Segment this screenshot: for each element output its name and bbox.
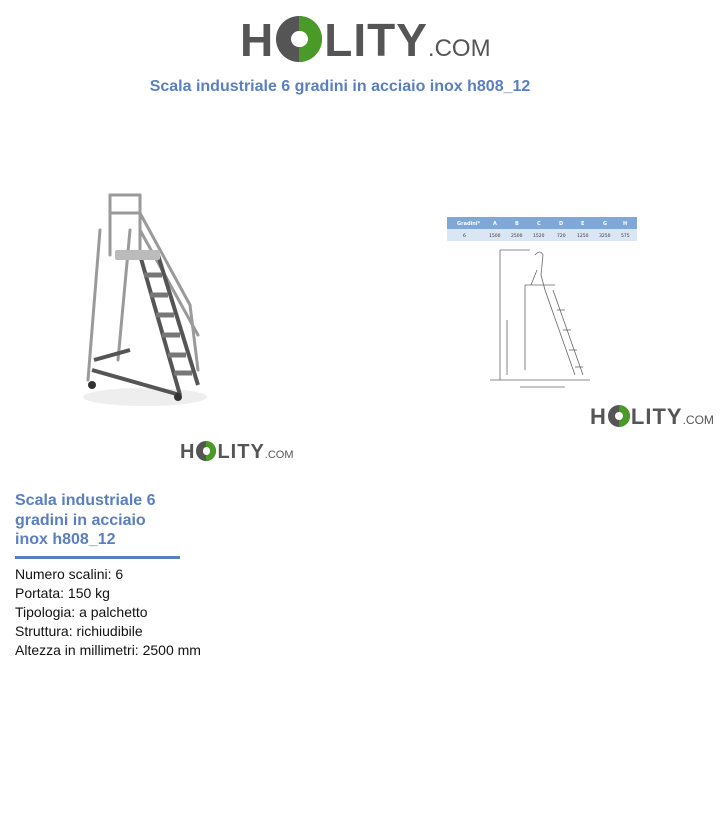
logo-letter-h: H <box>590 404 607 429</box>
logo-o-icon <box>608 405 630 427</box>
logo-letter-h: H <box>180 441 196 463</box>
diagram-cell-7: 575 <box>621 234 630 239</box>
diagram-header-1: A <box>493 221 497 227</box>
diagram-header-2: B <box>515 221 519 227</box>
diagram-header-3: C <box>537 221 541 227</box>
diagram-header-7: H <box>623 221 628 227</box>
spec-item: Struttura: richiudibile <box>15 623 143 639</box>
diagram-logo <box>590 402 714 430</box>
product-specs <box>15 565 201 660</box>
logo-domain: .COM <box>682 413 714 427</box>
logo-domain: .COM <box>427 35 491 62</box>
logo-letters: LITY <box>630 404 683 429</box>
logo-o-icon <box>276 16 322 62</box>
technical-diagram[interactable] <box>445 215 640 390</box>
product-photo[interactable] <box>70 185 230 415</box>
diagram-header-5: E <box>581 221 585 227</box>
logo-letter-h: H <box>240 14 275 66</box>
diagram-cell-6: 3250 <box>599 234 611 239</box>
spec-item: Portata: 150 kg <box>15 585 110 601</box>
diagram-cell-5: 1250 <box>577 234 589 239</box>
diagram-header-6: G <box>603 221 608 227</box>
diagram-header-4: D <box>559 221 564 227</box>
diagram-cell-2: 2500 <box>511 234 523 239</box>
page-title: Scala industriale 6 gradini in acciaio inox h808_12 <box>149 78 531 95</box>
diagram-cell-0: 6 <box>463 234 466 239</box>
diagram-cell-4: 720 <box>557 234 566 239</box>
site-logo[interactable] <box>240 10 491 67</box>
logo-letters: LITY <box>217 441 265 463</box>
spec-item: Numero scalini: 6 <box>15 566 124 582</box>
logo-o-icon <box>196 441 216 461</box>
logo-domain: .COM <box>264 449 294 461</box>
logo-letters: LITY <box>324 14 428 66</box>
diagram-header-0: Gradini* <box>457 221 481 227</box>
photo-logo <box>180 438 294 464</box>
spec-item: Altezza in millimetri: 2500 mm <box>15 642 201 658</box>
diagram-cell-3: 1520 <box>533 234 545 239</box>
product-title: Scala industriale 6 gradini in acciaio inox h808_12 <box>15 491 180 559</box>
diagram-cell-1: 1500 <box>489 234 501 239</box>
spec-item: Tipologia: a palchetto <box>15 604 148 620</box>
